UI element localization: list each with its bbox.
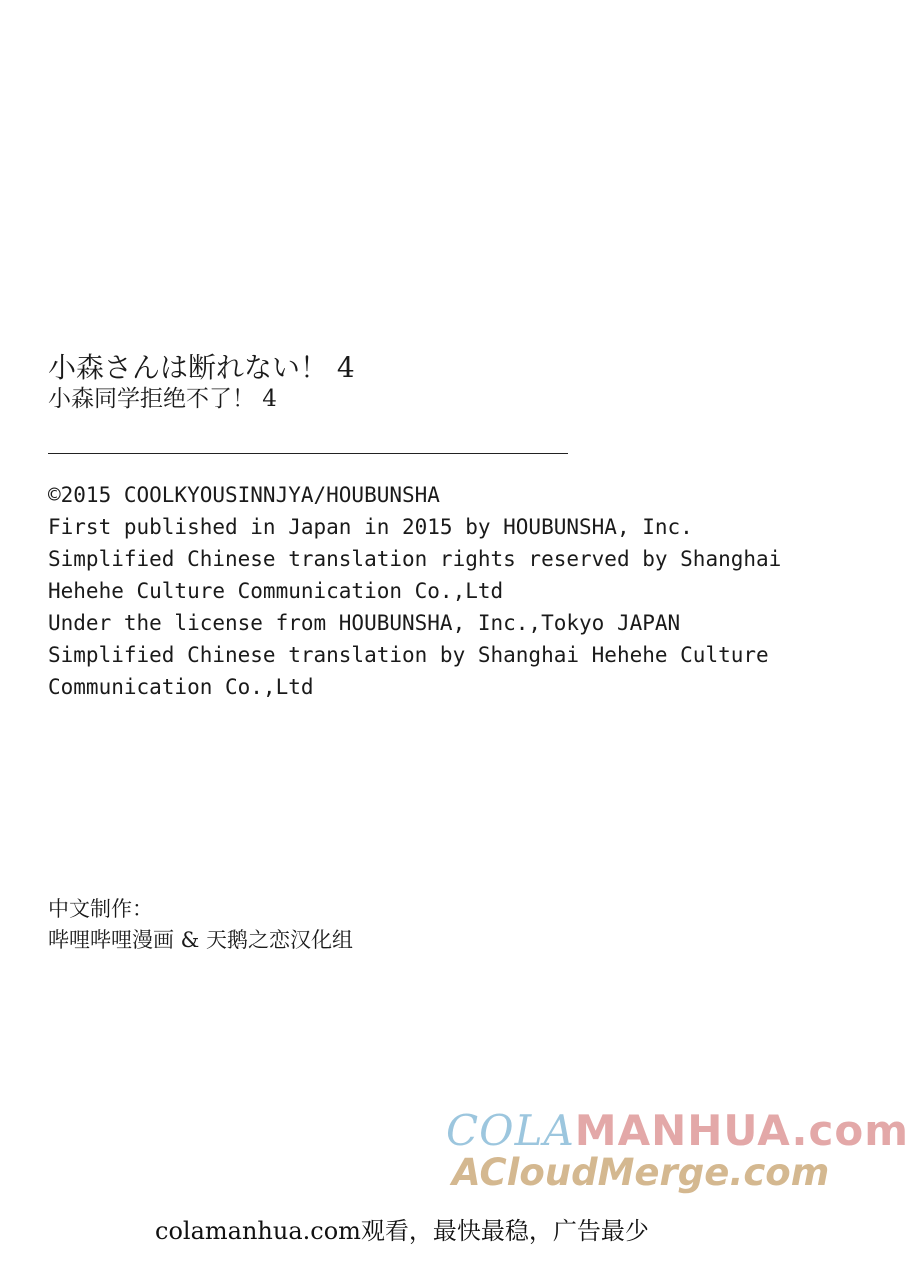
watermark-cola-text: COLA — [446, 1106, 575, 1155]
footer-notice: colamanhua.com观看，最快最稳，广告最少 — [155, 1217, 649, 1245]
copyright-line: Simplified Chinese translation by Shanghai Hehehe Culture — [48, 643, 769, 667]
copyright-line: ©2015 COOLKYOUSINNJYA/HOUBUNSHA — [48, 483, 440, 507]
credits-label: 中文制作： — [48, 897, 153, 921]
divider-rule — [48, 453, 568, 454]
watermark-colamanhua-logo — [446, 1106, 909, 1156]
credits-names: 哔哩哔哩漫画 & 天鹅之恋汉化组 — [48, 928, 354, 952]
copyright-line: Simplified Chinese translation rights reserved by Shanghai — [48, 547, 782, 571]
copyright-line: Under the license from HOUBUNSHA, Inc.,Tokyo JAPAN — [48, 611, 681, 635]
watermark-manhua-text: MANHUA.com — [574, 1106, 909, 1155]
copyright-line: Hehehe Culture Communication Co.,Ltd — [48, 579, 504, 603]
copyright-line: First published in Japan in 2015 by HOUBUNSHA, Inc. — [48, 515, 693, 539]
copyright-block — [48, 479, 781, 703]
title-japanese: 小森さんは断れない！ 4 — [48, 351, 355, 384]
copyright-line: Communication Co.,Ltd — [48, 675, 314, 699]
title-chinese: 小森同学拒绝不了！ 4 — [48, 386, 277, 412]
watermark-acloudmerge-logo: ACloudMerge.com — [452, 1151, 830, 1194]
